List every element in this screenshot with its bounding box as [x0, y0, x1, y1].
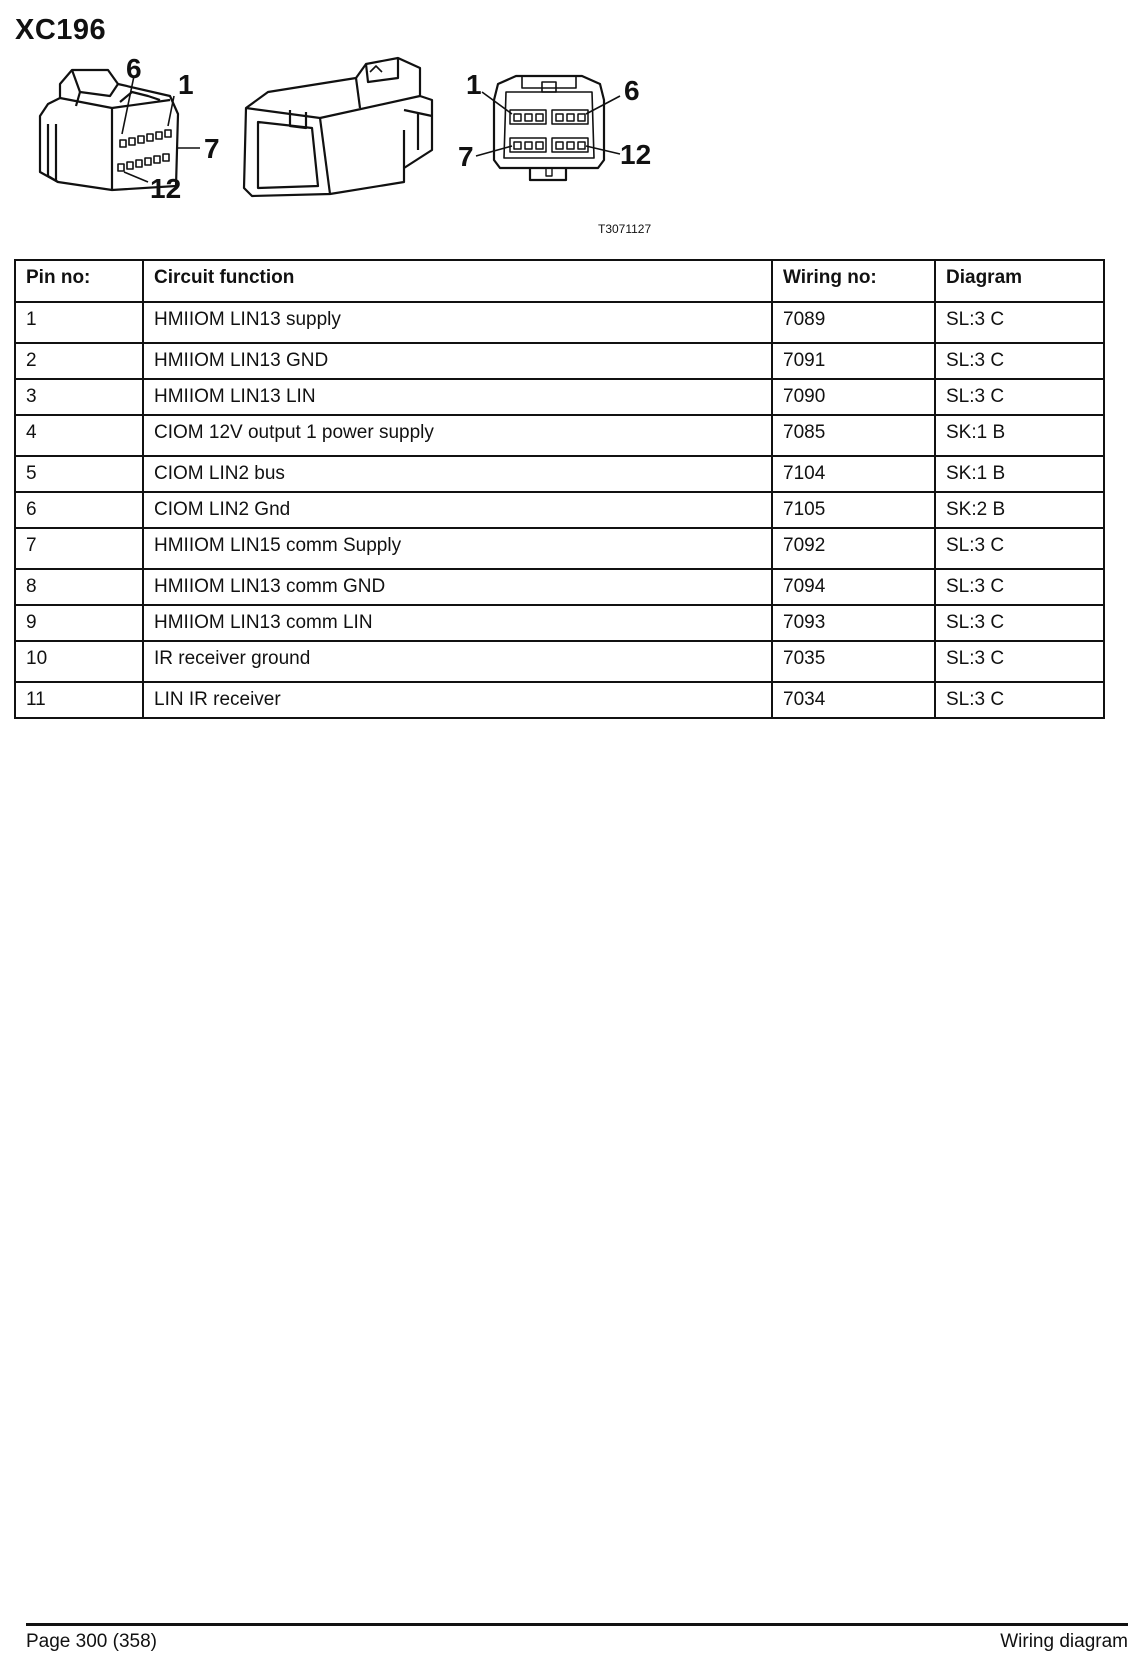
cell-diagram: SL:3 C — [935, 343, 1104, 379]
cell-pin: 10 — [15, 641, 143, 682]
cell-function: IR receiver ground — [143, 641, 772, 682]
cell-diagram: SL:3 C — [935, 569, 1104, 605]
table-header-row — [15, 260, 1104, 302]
pin-table — [14, 259, 1105, 719]
cell-wiring: 7091 — [772, 343, 935, 379]
table-row — [15, 492, 1104, 528]
table-row — [15, 415, 1104, 456]
cell-wiring: 7089 — [772, 302, 935, 343]
figure-id: T3071127 — [598, 222, 652, 236]
connector-figure — [0, 0, 700, 240]
cell-wiring: 7092 — [772, 528, 935, 569]
table-row — [15, 605, 1104, 641]
cell-function: LIN IR receiver — [143, 682, 772, 718]
cell-function: CIOM LIN2 Gnd — [143, 492, 772, 528]
table-row — [15, 641, 1104, 682]
cell-wiring: 7085 — [772, 415, 935, 456]
right-label-pin-6: 6 — [624, 75, 640, 106]
header-wiring: Wiring no: — [772, 260, 935, 302]
cell-diagram: SK:2 B — [935, 492, 1104, 528]
left-label-pin-1: 1 — [178, 69, 194, 100]
cell-pin: 11 — [15, 682, 143, 718]
cell-diagram: SL:3 C — [935, 641, 1104, 682]
cell-wiring: 7093 — [772, 605, 935, 641]
cell-function: HMIIOM LIN13 LIN — [143, 379, 772, 415]
right-label-pin-7: 7 — [458, 141, 474, 172]
cell-pin: 8 — [15, 569, 143, 605]
cell-pin: 1 — [15, 302, 143, 343]
cell-wiring: 7034 — [772, 682, 935, 718]
left-label-pin-12: 12 — [150, 173, 182, 204]
cell-function: CIOM LIN2 bus — [143, 456, 772, 492]
table-row — [15, 379, 1104, 415]
table-row — [15, 569, 1104, 605]
cell-function: HMIIOM LIN15 comm Supply — [143, 528, 772, 569]
table-row — [15, 456, 1104, 492]
cell-function: HMIIOM LIN13 comm GND — [143, 569, 772, 605]
cell-pin: 2 — [15, 343, 143, 379]
cell-function: HMIIOM LIN13 supply — [143, 302, 772, 343]
cell-function: HMIIOM LIN13 GND — [143, 343, 772, 379]
right-connector-drawing — [476, 76, 620, 180]
cell-function: CIOM 12V output 1 power supply — [143, 415, 772, 456]
connector-title: XC196 — [15, 14, 107, 46]
middle-connector-drawing — [244, 58, 432, 196]
right-label-pin-1: 1 — [466, 69, 482, 100]
right-label-pin-12: 12 — [620, 139, 652, 170]
cell-wiring: 7094 — [772, 569, 935, 605]
page-number: Page 300 (358) — [26, 1631, 157, 1652]
table-row — [15, 343, 1104, 379]
cell-pin: 4 — [15, 415, 143, 456]
cell-diagram: SK:1 B — [935, 415, 1104, 456]
cell-diagram: SL:3 C — [935, 682, 1104, 718]
left-label-pin-7: 7 — [204, 133, 220, 164]
cell-pin: 7 — [15, 528, 143, 569]
header-circuit-function: Circuit function — [143, 260, 772, 302]
left-connector-drawing — [40, 70, 200, 190]
section-name: Wiring diagram — [1000, 1631, 1128, 1652]
header-diagram: Diagram — [935, 260, 1104, 302]
cell-diagram: SK:1 B — [935, 456, 1104, 492]
cell-pin: 3 — [15, 379, 143, 415]
cell-function: HMIIOM LIN13 comm LIN — [143, 605, 772, 641]
cell-wiring: 7090 — [772, 379, 935, 415]
table-row — [15, 682, 1104, 718]
table-row — [15, 528, 1104, 569]
cell-wiring: 7105 — [772, 492, 935, 528]
header-pin: Pin no: — [15, 260, 143, 302]
cell-pin: 9 — [15, 605, 143, 641]
cell-diagram: SL:3 C — [935, 528, 1104, 569]
cell-diagram: SL:3 C — [935, 302, 1104, 343]
left-label-pin-6: 6 — [126, 53, 142, 84]
cell-wiring: 7035 — [772, 641, 935, 682]
table-row — [15, 302, 1104, 343]
cell-pin: 5 — [15, 456, 143, 492]
cell-diagram: SL:3 C — [935, 379, 1104, 415]
cell-pin: 6 — [15, 492, 143, 528]
footer-divider — [26, 1623, 1128, 1626]
cell-wiring: 7104 — [772, 456, 935, 492]
cell-diagram: SL:3 C — [935, 605, 1104, 641]
